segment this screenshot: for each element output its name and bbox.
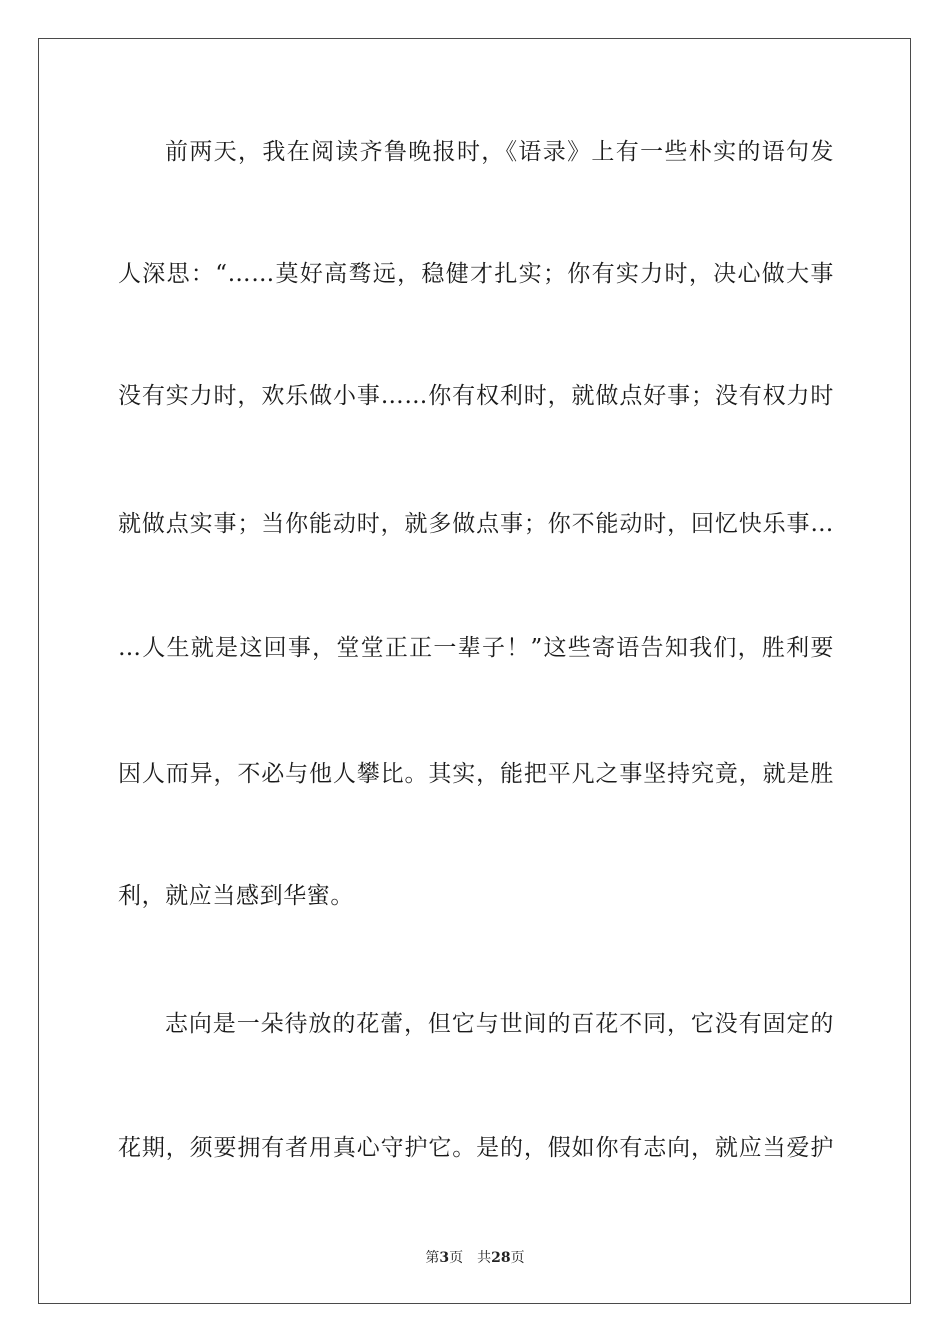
page-prefix: 第 (425, 1250, 440, 1266)
paragraph-line: 前两天，我在阅读齐鲁晚报时，《语录》上有一些朴实的语句发 (165, 139, 834, 165)
paragraph-line: 就做点实事；当你能动时，就多做点事；你不能动时，回忆快乐事… (118, 511, 834, 537)
total-pages: 28 (491, 1250, 511, 1266)
page-border (38, 38, 911, 1304)
total-prefix: 共 (477, 1250, 492, 1266)
page-number: 3 (439, 1250, 450, 1266)
page-footer (0, 1247, 950, 1267)
paragraph-line: 没有实力时，欢乐做小事……你有权利时，就做点好事；没有权力时 (118, 383, 834, 409)
paragraph-line: 志向是一朵待放的花蕾，但它与世间的百花不同，它没有固定的 (165, 1011, 834, 1037)
total-suffix: 页 (510, 1250, 525, 1266)
paragraph-line: 利，就应当感到华蜜。 (118, 883, 354, 909)
paragraph-line: …人生就是这回事，堂堂正正一辈子！”这些寄语告知我们，胜利要 (118, 635, 834, 661)
paragraph-line: 人深思：“……莫好高骛远，稳健才扎实；你有实力时，决心做大事 (118, 261, 834, 287)
paragraph-line: 花期，须要拥有者用真心守护它。是的，假如你有志向，就应当爱护 (118, 1135, 834, 1161)
paragraph-line: 因人而异，不必与他人攀比。其实，能把平凡之事坚持究竟，就是胜 (118, 761, 834, 787)
page-suffix: 页 (449, 1250, 464, 1266)
